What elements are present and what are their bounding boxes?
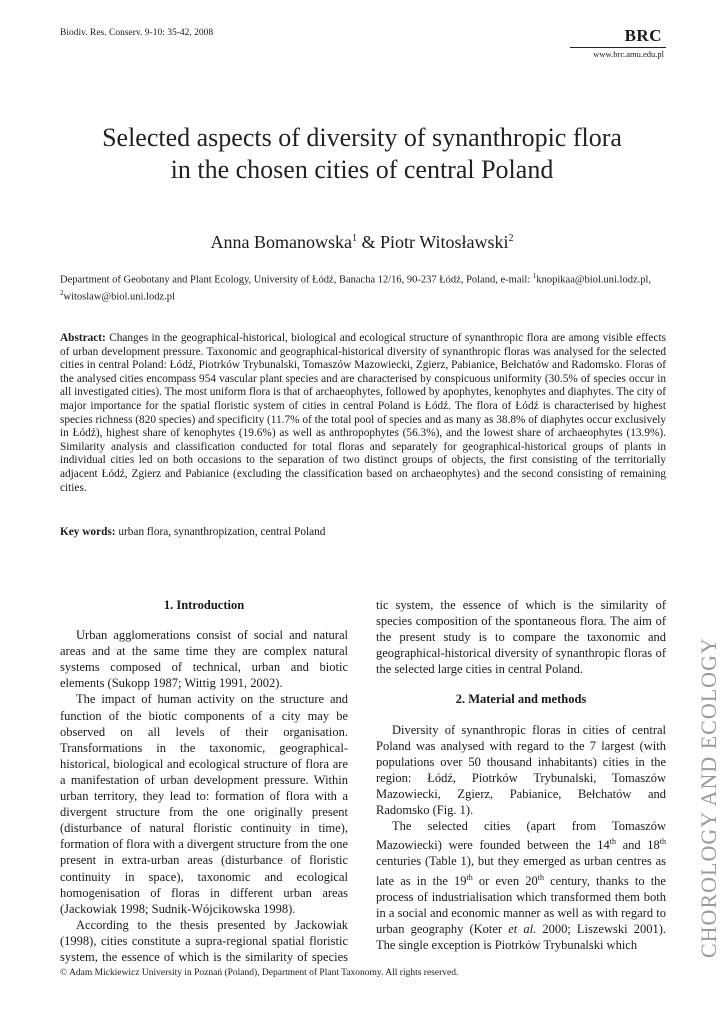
author-1: Anna Bomanowska: [210, 232, 352, 252]
journal-citation: Biodiv. Res. Conserv. 9-10: 35-42, 2008: [60, 28, 214, 38]
keywords-text: urban flora, synanthropization, central Poland: [118, 526, 326, 538]
intro-paragraph-2: The impact of human activity on the structure and function of the biotic components of a city may be observed on all levels of their organisation. Transformations in the taxonomic, geographical-historical, biological and ecological structure of flora are a manifestation of urban development pressure. Within urban territory, they lead to: formation of flora with a divergent structure from the one originally present (disturbance of natural floristic continuity in time), formation of flora with a divergent structure from the one present in extra-urban areas (disturbance of floristic continuity in space), taxonomic and ecological homogenisation of floras in different urban areas (Jackowiak 1998; Sudnik-Wójcikowska 1998).: [60, 692, 348, 916]
methods-paragraph-2: The selected cities (apart from Tomaszów Mazowiecki) were founded between the 14th and 18th centuries (Table 1), but they emerged as urban centres as late as in the 19th or even 20th century, thanks to the process of industrialisation which transformed them both in a social and economic manner as well as with regard to urban geography (Koter et al. 2000; Liszewski 2001). The single exception is Piotrków Trybunalski which: [376, 819, 667, 953]
author-2: Piotr Witosławski: [380, 232, 509, 252]
left-column: [60, 597, 348, 965]
abstract-text: Changes in the geographical-historical, biological and ecological structure of synanthropic flora are among visible effects of urban development pressure. Taxonomic and geographical-historical diversity of synanthropic floras was analysed for the selected cities in central Poland: Łódź, Piotrków Trybunalski, Tomaszów Mazowiecki, Zgierz, Pabianice, Bełchatów and Radomsko. Floras of the analysed cities encompass 954 vascular plant species and are characterised by conspicuous uniformity (30.5% of species occur in all investigated cities). The most uniform flora is that of archaeophytes, followed by apophytes, kenophytes and diaphytes. The city of major importance for the spatial floristic system of cities in central Poland is Łódź. The flora of Łódź is characterised by highest species richness (820 species) and specificity (11.7% of the total pool of species and as many as 38.8% of diaphytes occur exclusively in Łódź), highest share of kenophytes (19.6%) as well as anthropophytes (56.3%), and the lowest share of archaeophytes (13.9%). Similarity analysis and classification conducted for total floras and separately for geographical-historical groups of plants in individual cities led on both occasions to the separation of two distinct groups of objects, the first consisting of the territorially adjacent Łódź, Zgierz and Pabianice (excluding the classification based on archaeophytes) and the second consisting of remaining cities.: [60, 332, 667, 494]
email-2[interactable]: witoslaw@biol.uni.lodz.pl: [63, 291, 175, 302]
section-side-label: [676, 618, 721, 958]
affiliation-text: Department of Geobotany and Plant Ecology, University of Łódź, Banacha 12/16, 90-237 Łódź, Poland, e-mail:: [60, 274, 533, 286]
section-heading-introduction: 1. Introduction: [163, 598, 245, 612]
paper-title: [60, 122, 664, 186]
abstract: [60, 332, 666, 495]
affiliation: [60, 270, 666, 303]
side-label-text: CHOROLOGY AND ECOLOGY: [696, 637, 721, 958]
journal-logo: BRC: [624, 26, 662, 45]
keywords-label: Key words:: [60, 526, 116, 538]
authors: [60, 232, 664, 253]
author-2-affil-mark: 2: [508, 233, 514, 244]
abstract-label: Abstract:: [60, 332, 106, 344]
author-separator: &: [357, 232, 381, 252]
title-line-2: in the chosen cities of central Poland: [170, 155, 554, 184]
logo-rule: [570, 47, 666, 48]
author-1-affil-mark: 1: [352, 233, 357, 244]
intro-paragraph-3: According to the thesis presented by Jackowiak (1998), cities constitute a supra-regional spatial floristic system, the essence of which is the similarity of species: [60, 917, 348, 964]
email-1[interactable]: knopikaa@biol.uni.lodz.pl,: [536, 274, 652, 286]
copyright-footer: © Adam Mickiewicz University in Poznań (Poland), Department of Plant Taxonomy. All rights reserved.: [60, 968, 459, 978]
intro-paragraph-1: Urban agglomerations consist of social and natural areas and at the same time they are complex natural systems composed of technical, urban and biotic elements (Sukopp 1987; Wittig 1991, 2002).: [60, 628, 348, 691]
affil-mark-2: 2: [60, 288, 64, 297]
right-column: [376, 597, 666, 953]
keywords: [60, 526, 666, 538]
affil-mark-1: 1: [532, 272, 537, 280]
journal-url[interactable]: www.brc.amu.edu.pl: [593, 49, 664, 59]
section-heading-methods: 2. Material and methods: [455, 692, 587, 707]
intro-paragraph-3-continued: tic system, the essence of which is the similarity of species composition of the spontaneous flora. The aim of the present study is to compare the taxonomic and geographical-historical diversity of synanthropic floras of the selected large cities in central Poland.: [376, 598, 666, 677]
methods-paragraph-1: Diversity of synanthropic floras in cities of central Poland was analysed with regard to the 7 largest (with populations over 50 thousand inhabitants) cities in the region: Łódź, Piotrków Trybunalski, Tomaszów Mazowiecki, Zgierz, Pabianice, Bełchatów and Radomsko (Fig. 1).: [376, 722, 666, 818]
title-line-1: Selected aspects of diversity of synanthropic flora: [102, 123, 622, 152]
